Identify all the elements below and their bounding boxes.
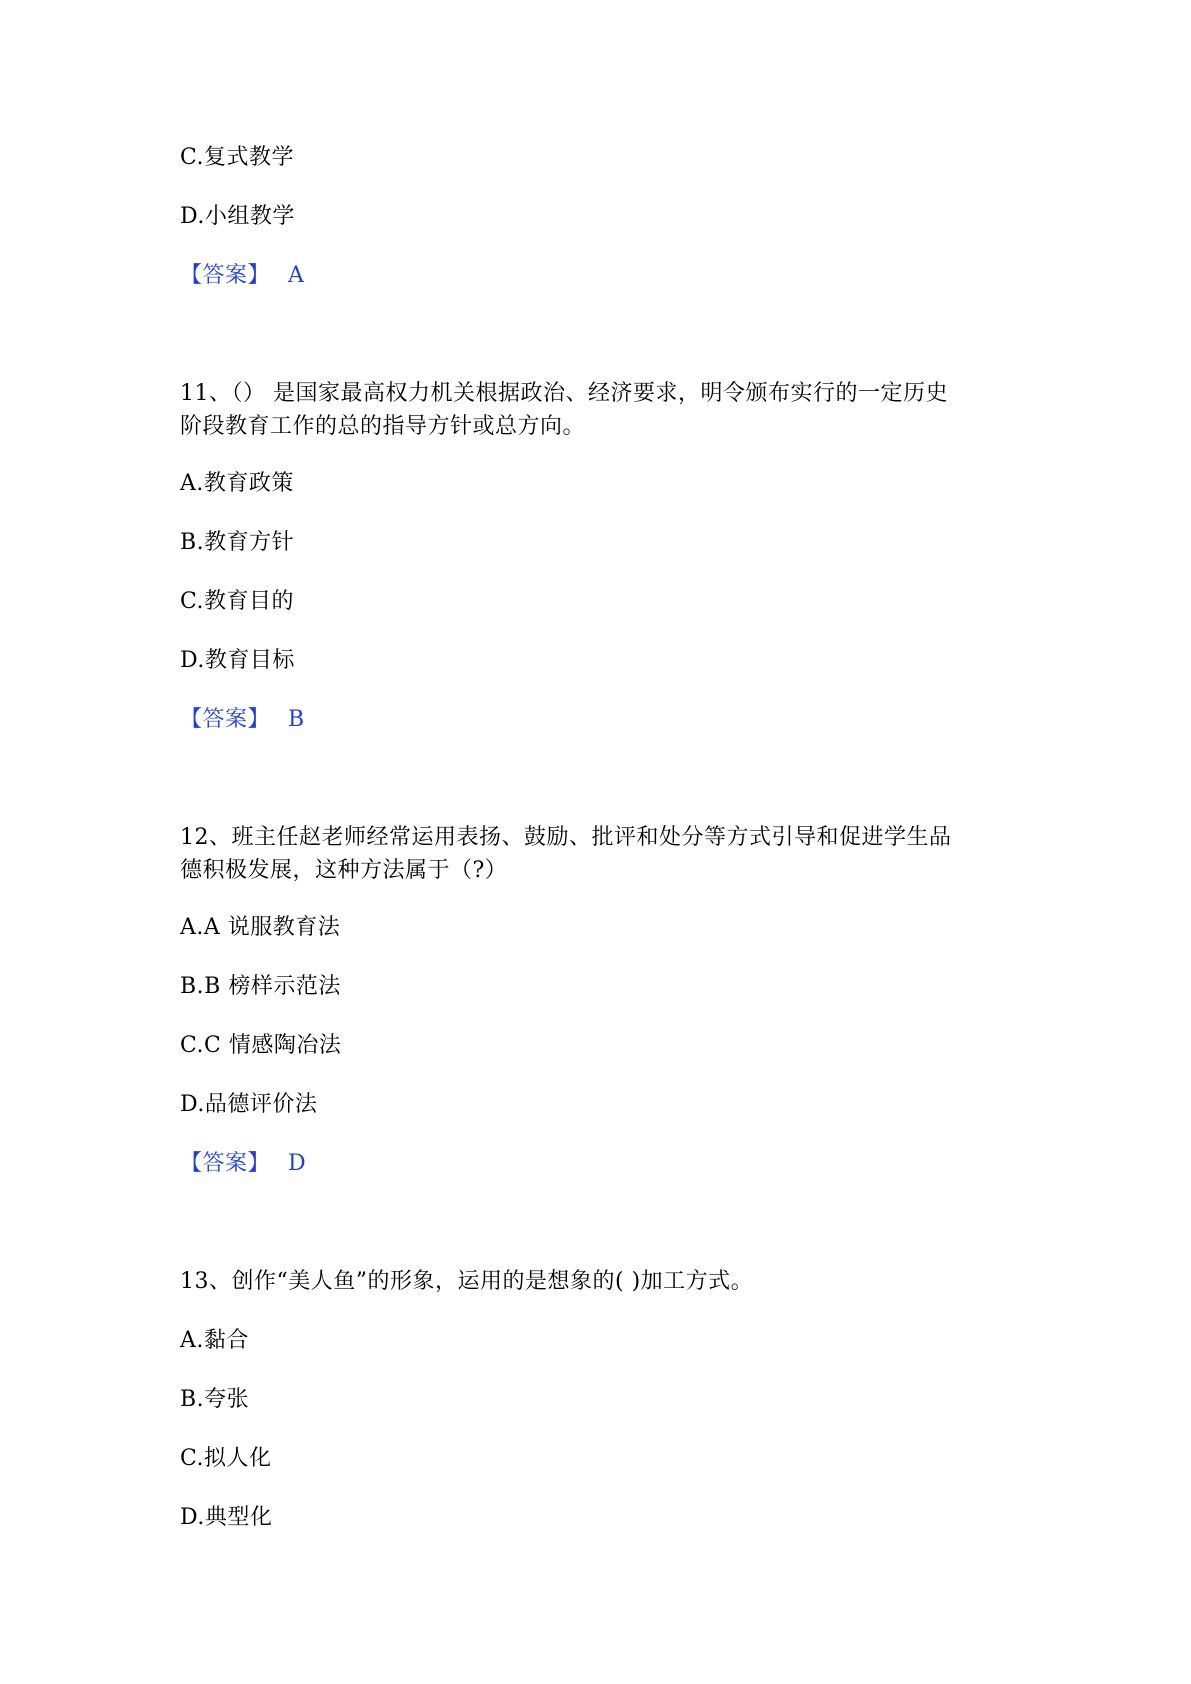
q10-option-d: D.小组教学 xyxy=(180,204,295,229)
q10-option-c: C.复式教学 xyxy=(180,145,295,170)
q13-option-c: C.拟人化 xyxy=(180,1446,272,1471)
q11-option-d: D.教育目标 xyxy=(180,648,295,673)
answer-label: 【答案】 xyxy=(180,263,271,288)
q11-option-b: B.教育方针 xyxy=(180,530,295,555)
q10-answer xyxy=(180,261,304,291)
answer-value: B xyxy=(288,707,305,732)
q12-stem-line1: 12、班主任赵老师经常运用表扬、鼓励、批评和处分等方式引导和促进学生品 xyxy=(180,825,952,850)
q11-option-c: C.教育目的 xyxy=(180,589,295,614)
q12-answer xyxy=(180,1149,306,1179)
q11-answer xyxy=(180,705,305,735)
q13-stem-line1: 13、创作“美人鱼”的形象，运用的是想象的( )加工方式。 xyxy=(180,1269,754,1294)
q11-option-a: A.教育政策 xyxy=(180,471,294,496)
answer-label: 【答案】 xyxy=(180,707,271,732)
q12-option-a: A.A 说服教育法 xyxy=(180,915,341,940)
answer-value: D xyxy=(288,1151,307,1176)
q13-option-b: B.夸张 xyxy=(180,1387,250,1412)
q12-option-b: B.B 榜样示范法 xyxy=(180,974,341,999)
q11-stem-line2: 阶段教育工作的总的指导方针或总方向。 xyxy=(180,414,586,439)
q13-option-a: A.黏合 xyxy=(180,1328,249,1353)
q12-option-d: D.品德评价法 xyxy=(180,1092,318,1117)
q13-option-d: D.典型化 xyxy=(180,1505,273,1530)
answer-value: A xyxy=(288,263,305,288)
q11-stem-line1: 11、（） 是国家最高权力机关根据政治、经济要求，明令颁布实行的一定历史 xyxy=(180,381,948,406)
answer-label: 【答案】 xyxy=(180,1151,271,1176)
q12-stem-line2: 德积极发展，这种方法属于（?） xyxy=(180,858,508,883)
q12-option-c: C.C 情感陶冶法 xyxy=(180,1033,342,1058)
